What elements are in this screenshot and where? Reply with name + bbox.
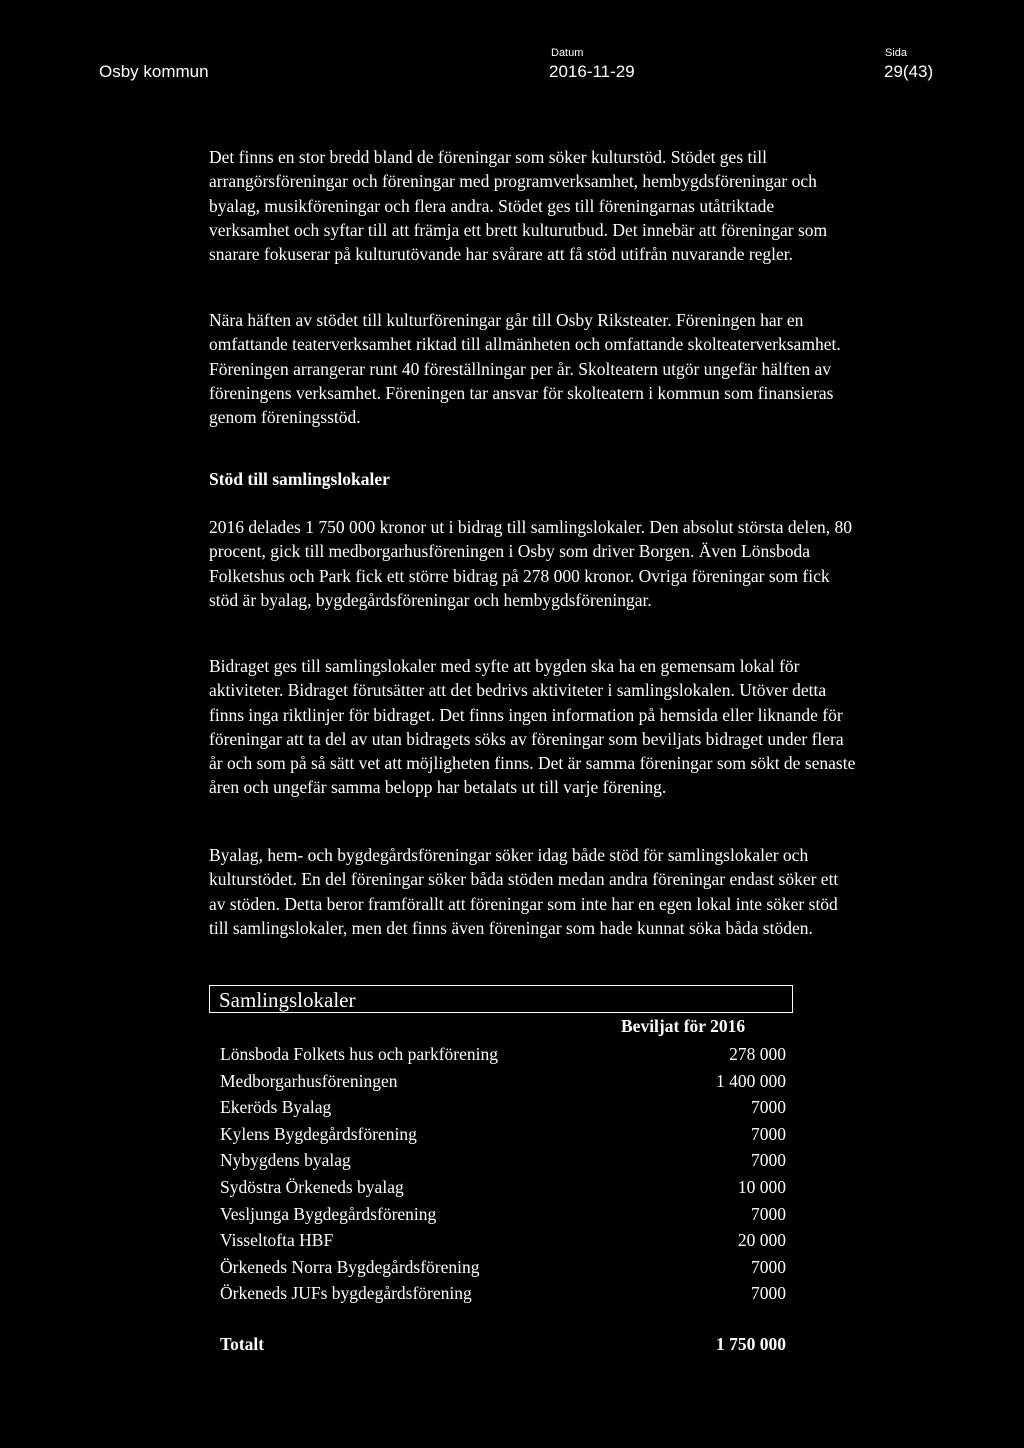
row-name: Visseltofta HBF [220,1230,334,1251]
row-name: Medborgarhusföreningen [220,1070,398,1091]
table-row [220,1147,786,1174]
section-paragraph-2: Bidraget ges till samlingslokaler med syfte att bygden ska ha en gemensam lokal för aktiviteter. Bidraget förutsätter att det bedrivs aktiviteter i samlingslokalen. Utöver detta finns inga riktlinjer för bidraget. Det finns ingen information på hemsida eller liknande för föreningar att ta del av utan bidragets söks av föreningar som beviljats bidraget under flera år och som på så sätt vet att möjligheten finns. Det är samma föreningar som sökt de senaste åren och ungefär samma belopp har betalats ut till varje förening. [209,656,856,798]
date-label: Datum [551,47,584,59]
table-row [220,1201,786,1228]
row-amount: 7000 [751,1256,786,1277]
row-name: Örkeneds JUFs bygdegårdsförening [220,1283,472,1304]
table-column-header: Beviljat för 2016 [621,1016,746,1036]
row-name: Lönsboda Folkets hus och parkförening [220,1044,499,1064]
document-date: 2016-11-29 [549,62,635,81]
row-amount: 1 400 000 [716,1070,786,1091]
row-amount: 7000 [751,1150,786,1171]
grants-table [220,1041,786,1307]
table-row [220,1174,786,1201]
table-row [220,1121,786,1148]
row-amount: 7000 [751,1123,786,1144]
row-amount: 7000 [751,1283,786,1304]
row-amount: 7000 [751,1203,786,1224]
table-row [220,1041,786,1068]
total-amount: 1 750 000 [716,1334,786,1354]
row-name: Nybygdens byalag [220,1150,351,1171]
table-row [220,1280,786,1307]
row-name: Sydöstra Örkeneds byalag [220,1176,404,1197]
table-row [220,1094,786,1121]
total-label: Totalt [220,1334,265,1354]
organization-name: Osby kommun [99,62,209,81]
row-amount: 278 000 [729,1044,786,1064]
table-row [220,1254,786,1281]
row-name: Örkeneds Norra Bygdegårdsförening [220,1256,480,1277]
table-row [220,1068,786,1095]
section-heading: Stöd till samlingslokaler [209,469,390,489]
intro-paragraph-1: Det finns en stor bredd bland de föreningar som söker kulturstöd. Stödet ges till arrangörsföreningar och föreningar med programverksamhet, hembygdsföreningar och byalag, musikföreningar och flera andra. Stödet ges till föreningarnas utåtriktade verksamhet och syftar till att främja ett brett kulturutbud. Det innebär att föreningar som snarare fokuserar på kulturutövande har svårare att få stöd utifrån nuvarande regler. [209,147,828,265]
row-amount: 10 000 [737,1176,786,1197]
row-amount: 20 000 [737,1230,786,1251]
table-title: Samlingslokaler [219,988,356,1012]
row-name: Ekeröds Byalag [220,1097,332,1118]
section-paragraph-3: Byalag, hem- och bygdegårdsföreningar söker idag både stöd för samlingslokaler och kulturstödet. En del föreningar söker båda stöden medan andra föreningar endast söker ett av stöden. Detta beror framförallt att föreningar som inte har en egen lokal inte söker stöd till samlingslokaler, men det finns även föreningar som hade kunnat söka båda stöden. [209,845,839,938]
intro-paragraph-2: Nära häften av stödet till kulturföreningar går till Osby Riksteater. Föreningen har en omfattande teaterverksamhet riktad till allmänheten och omfattande skolteaterverksamhet. Föreningen arrangerar runt 40 föreställningar per år. Skolteatern utgör ungefär hälften av föreningens verksamhet. Föreningen tar ansvar för skolteatern i kommun som finansieras genom föreningsstöd. [209,310,841,428]
row-name: Vesljunga Bygdegårdsförening [220,1203,437,1224]
table-row [220,1227,786,1254]
page-number: 29(43) [884,62,934,81]
table-total-row [220,1334,786,1355]
section-paragraph-1: 2016 delades 1 750 000 kronor ut i bidrag till samlingslokaler. Den absolut största delen, 80 procent, gick till medborgarhusföreningen i Osby som driver Borgen. Även Lönsboda Folketshus och Park fick ett större bidrag på 278 000 kronor. Ovriga föreningar som fick stöd är byalag, bygdegårdsföreningar och hembygdsföreningar. [209,517,853,610]
row-name: Kylens Bygdegårdsförening [220,1123,417,1144]
row-amount: 7000 [751,1097,786,1118]
table-title-box [209,985,793,1013]
page-label: Sida [885,47,908,59]
